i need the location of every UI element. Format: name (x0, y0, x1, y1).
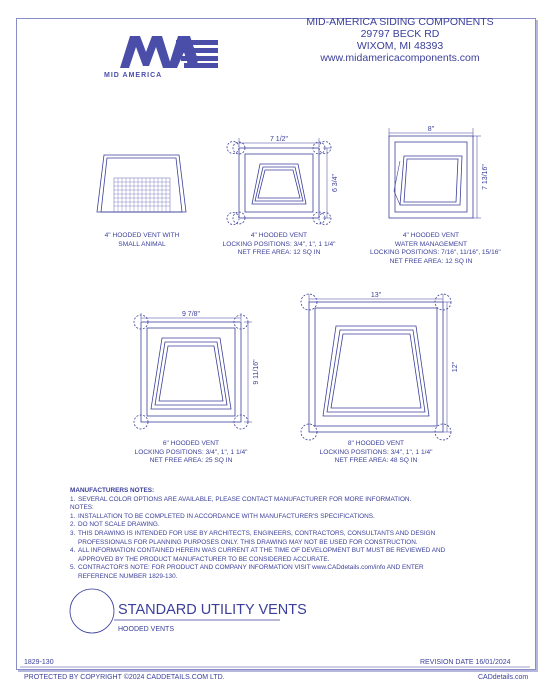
note-number: 3. (70, 529, 76, 537)
vent-3-height-dim: 7 13/16" (482, 164, 489, 190)
note (70, 539, 490, 548)
mfr-note (70, 496, 490, 505)
vent-5-width-dim: 13" (370, 292, 382, 299)
caption-line: 6" HOODED VENT (162, 440, 220, 447)
vent-5-drawing (301, 294, 451, 440)
company-name: MID-AMERICA SIDING COMPONENTS (306, 16, 494, 28)
caption-line: 8" HOODED VENT (347, 440, 405, 447)
caption-line: LOCKING POSITIONS: 7/16", 11/16", 15/16" (370, 249, 501, 256)
caption-line: NET FREE AREA: 25 SQ IN (149, 457, 233, 464)
note (70, 573, 490, 582)
caption-line: NET FREE AREA: 48 SQ IN (334, 457, 418, 464)
vent-2-width-dim: 7 1/2" (269, 136, 289, 143)
note-number (70, 556, 78, 565)
copyright-notice: PROTECTED BY COPYRIGHT ©2024 CADDETAILS.COM LTD. (24, 674, 225, 681)
note-number: 4. (70, 547, 76, 555)
vent-2-caption (219, 232, 339, 258)
vent-1-drawing (97, 155, 186, 212)
vent-4-width-dim: 9 7/8" (181, 311, 201, 318)
vent-3-drawing (389, 128, 481, 218)
vent-4-caption (131, 440, 251, 466)
note-number (70, 573, 78, 582)
title-bubble (70, 589, 114, 633)
vent-5-height-dim: 12" (452, 361, 459, 373)
note-text: INSTALLATION TO BE COMPLETED IN ACCORDANCE WITH MANUFACTURER'S SPECIFICATIONS. (78, 512, 375, 520)
drawing-title: STANDARD UTILITY VENTS (118, 602, 307, 618)
caption-line: SMALL ANIMAL (118, 240, 166, 248)
caption-line: NET FREE AREA: 12 SQ IN (237, 249, 321, 256)
note (70, 564, 490, 573)
vent-1-caption (92, 232, 192, 249)
note-text: CONTRACTOR'S NOTE: FOR PRODUCT AND COMPANY INFORMATION VISIT www.CADdetails.com/info AND ENTER (78, 564, 424, 572)
note-number: 2. (70, 521, 76, 529)
logo-wordmark: MID AMERICA (104, 72, 163, 79)
reference-number: 1829-130 (24, 659, 54, 666)
vent-4-drawing (134, 313, 252, 429)
vent-2-height-dim: 6 3/4" (332, 173, 339, 193)
vent-5-caption (316, 440, 436, 466)
note (70, 530, 490, 539)
mid-america-logo (120, 36, 218, 68)
vent-3-caption (370, 232, 501, 266)
note-number: 5. (70, 564, 76, 572)
note-text: REFERENCE NUMBER 1829-130. (78, 572, 178, 580)
note-text: APPROVED BY THE PRODUCT MANUFACTURER TO BE CONSIDERED ACCURATE. (78, 555, 330, 563)
note-number (70, 539, 78, 548)
caption-line: WATER MANAGEMENT (394, 240, 468, 248)
company-city: WIXOM, MI 48393 (356, 40, 444, 52)
note-number: 1. (70, 512, 76, 520)
note (70, 513, 490, 522)
company-block (300, 16, 500, 64)
vent-2-drawing (227, 138, 331, 225)
note-text: THIS DRAWING IS INTENDED FOR USE BY ARCHITECTS, ENGINEERS, CONTRACTORS, CONSULTANTS AND DESIGN (78, 529, 436, 537)
vent-4-height-dim: 9 11/16" (253, 359, 260, 385)
caption-line: LOCKING POSITIONS: 3/4", 1", 1 1/4" (134, 448, 248, 456)
note-text: ALL INFORMATION CONTAINED HEREIN WAS CURRENT AT THE TIME OF DEVELOPMENT BUT MUST BE REVIEWED AND (78, 547, 446, 555)
company-website[interactable]: www.midamericacomponents.com (320, 52, 480, 64)
notes-block (70, 487, 490, 582)
caption-line: 4" HOODED VENT (250, 232, 308, 239)
note (70, 521, 490, 530)
note-text: SEVERAL COLOR OPTIONS ARE AVAILABLE, PLEASE CONTACT MANUFACTURER FOR MORE INFORMATION. (78, 495, 412, 503)
note (70, 556, 490, 565)
mfr-notes-heading: MANUFACTURERS NOTES: (70, 487, 155, 494)
note-number: 1. (70, 495, 76, 503)
caption-line: 4" HOODED VENT WITH (104, 232, 180, 239)
caption-line: LOCKING POSITIONS: 3/4", 1", 1 1/4" (222, 240, 336, 248)
vent-3-width-dim: 8" (427, 126, 435, 133)
caption-line: 4" HOODED VENT (402, 232, 460, 239)
caption-line: NET FREE AREA: 12 SQ IN (389, 257, 473, 265)
note-text: DO NOT SCALE DRAWING. (78, 521, 160, 529)
caddetails-link[interactable]: CADdetails.com (478, 674, 529, 681)
revision-date: REVISION DATE 16/01/2024 (420, 659, 511, 666)
caption-line: LOCKING POSITIONS: 3/4", 1", 1 1/4" (319, 448, 433, 456)
company-street: 29797 BECK RD (360, 28, 440, 40)
drawing-subtitle: HOODED VENTS (118, 626, 175, 633)
note-text: PROFESSIONALS FOR PLANNING PURPOSES ONLY. THIS DRAWING MAY NOT BE USED FOR CONSTRUCTION. (78, 538, 418, 546)
note (70, 547, 490, 556)
notes-heading: NOTES: (70, 504, 94, 512)
